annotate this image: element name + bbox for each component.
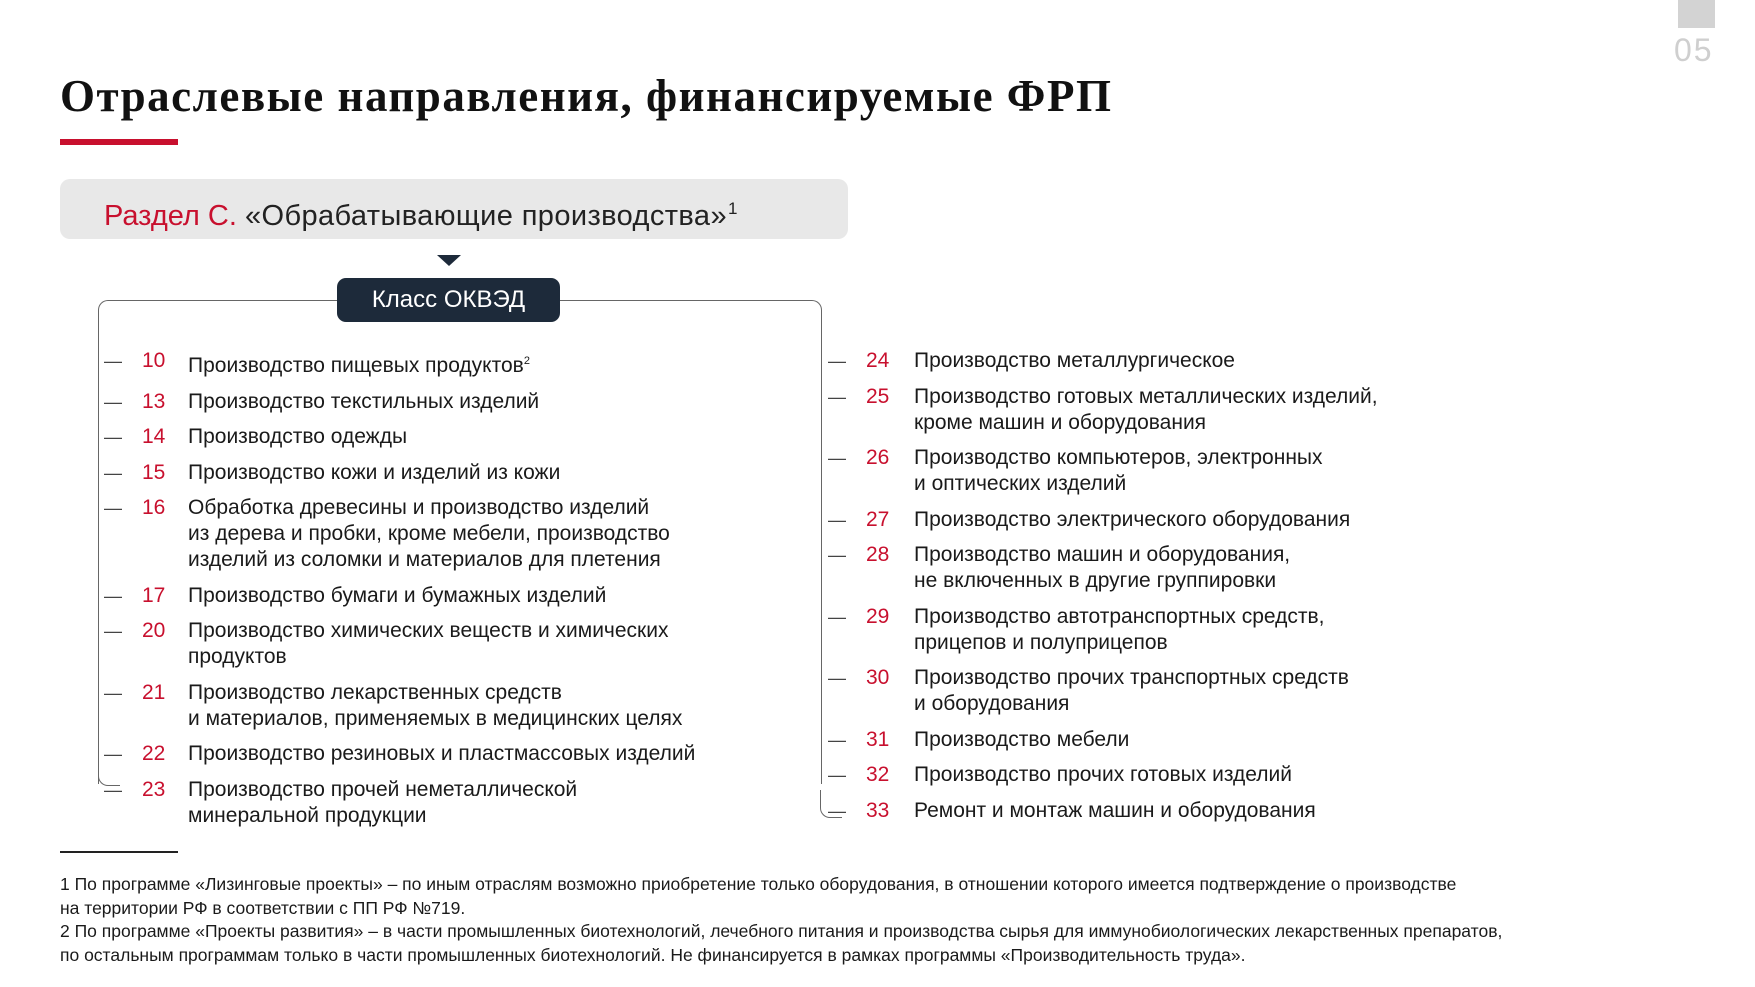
footnote-divider: [60, 851, 178, 853]
okved-list-item: [828, 727, 1568, 753]
dash-icon: —: [104, 462, 122, 483]
okved-description: [188, 348, 804, 379]
okved-description-text: Производство прочей неметаллической минеральной продукции: [188, 777, 578, 827]
okved-list-item: [828, 542, 1568, 594]
okved-code: 22: [142, 742, 166, 765]
okved-list-item: [828, 384, 1568, 436]
okved-description: [188, 777, 804, 829]
okved-code: 31: [866, 727, 890, 751]
page-title: Отраслевые направления, финансируемые ФРП: [60, 71, 1113, 121]
dash-icon: —: [104, 744, 122, 764]
okved-list-item: [104, 348, 804, 379]
okved-description: [188, 680, 804, 732]
okved-code: 24: [866, 349, 890, 372]
okved-description-text: Производство мебели: [914, 727, 1130, 751]
okved-list-item: [828, 762, 1568, 788]
okved-description-text: Производство готовых металлических изделий, кроме машин и оборудования: [914, 384, 1378, 434]
okved-description: [188, 618, 804, 670]
dash-icon: —: [828, 606, 846, 627]
okved-description-text: Производство резиновых и пластмассовых изделий: [188, 742, 696, 765]
dash-icon: —: [828, 448, 846, 468]
okved-description: [188, 460, 804, 486]
dash-icon: —: [104, 391, 122, 412]
okved-code: 32: [866, 763, 890, 786]
dash-icon: —: [828, 351, 846, 371]
arrow-down-icon: [437, 255, 461, 266]
okved-description-text: Производство кожи и изделий из кожи: [188, 460, 561, 484]
dash-icon: —: [828, 800, 846, 821]
dash-icon: —: [104, 498, 122, 518]
okved-code: 23: [142, 777, 166, 801]
section-footnote-mark: 1: [727, 199, 738, 218]
okved-description-text: Производство автотранспортных средств, прицепов и полуприцепов: [914, 604, 1325, 654]
okved-description: [914, 798, 1568, 824]
okved-list-item: [828, 507, 1568, 533]
okved-list-item: [828, 665, 1568, 717]
okved-list-item: [104, 495, 804, 573]
okved-description-text: Производство текстильных изделий: [188, 389, 540, 413]
okved-code: 30: [866, 666, 890, 689]
okved-description-text: Производство прочих готовых изделий: [914, 763, 1292, 786]
okved-class-label: Класс ОКВЭД: [337, 278, 560, 322]
okved-list-item: [828, 445, 1568, 497]
okved-description-text: Обработка древесины и производство изделий из дерева и пробки, кроме мебели, производство изделий из соломки и материалов для плетения: [188, 496, 670, 571]
dash-icon: —: [828, 509, 846, 530]
okved-code: 20: [142, 619, 166, 642]
okved-description: [914, 507, 1568, 533]
okved-code: 17: [142, 583, 166, 607]
okved-description: [914, 604, 1568, 656]
okved-list-item: [104, 460, 804, 486]
okved-description: [188, 583, 804, 609]
okved-code: 25: [866, 384, 890, 408]
dash-icon: —: [104, 585, 122, 606]
okved-description-text: Производство пищевых продуктов: [188, 354, 524, 377]
page-number: 05: [1674, 32, 1714, 68]
okved-list-left: [104, 348, 804, 838]
footnotes: [60, 873, 1720, 967]
okved-description: [188, 495, 804, 573]
okved-description-text: Производство электрического оборудования: [914, 507, 1351, 531]
okved-code: 15: [142, 460, 166, 484]
okved-list-item: [104, 389, 804, 415]
dash-icon: —: [104, 779, 122, 800]
okved-list-item: [828, 604, 1568, 656]
okved-description: [914, 348, 1568, 374]
okved-description: [188, 389, 804, 415]
dash-icon: —: [104, 351, 122, 371]
okved-code: 29: [866, 604, 890, 628]
okved-description-text: Производство металлургическое: [914, 349, 1235, 372]
okved-code: 13: [142, 389, 166, 413]
okved-list-item: [104, 618, 804, 670]
okved-description-text: Производство прочих транспортных средств и оборудования: [914, 666, 1349, 715]
dash-icon: —: [104, 427, 122, 447]
okved-description: [914, 542, 1568, 594]
okved-list-item: [104, 777, 804, 829]
okved-description-text: Ремонт и монтаж машин и оборудования: [914, 798, 1316, 822]
okved-description: [914, 384, 1568, 436]
dash-icon: —: [828, 545, 846, 565]
section-header: [60, 179, 848, 239]
okved-list-item: [104, 424, 804, 450]
okved-footnote-mark: 2: [523, 355, 530, 367]
okved-code: 10: [142, 349, 166, 372]
dash-icon: —: [104, 621, 122, 641]
okved-description-text: Производство бумаги и бумажных изделий: [188, 583, 607, 607]
okved-description: [914, 727, 1568, 753]
okved-description-text: Производство машин и оборудования, не включенных в другие группировки: [914, 543, 1291, 592]
okved-list-item: [104, 680, 804, 732]
okved-code: 14: [142, 425, 166, 448]
okved-list-item: [104, 741, 804, 767]
page-corner-tab: [1678, 0, 1715, 28]
dash-icon: —: [828, 668, 846, 688]
dash-icon: —: [828, 765, 846, 785]
dash-icon: —: [828, 386, 846, 407]
okved-list-item: [828, 798, 1568, 824]
okved-description-text: Производство химических веществ и химических продуктов: [188, 619, 669, 668]
okved-description-text: Производство компьютеров, электронных и оптических изделий: [914, 446, 1323, 495]
okved-description: [914, 445, 1568, 497]
okved-code: 28: [866, 543, 890, 566]
footnote-item: 1 По программе «Лизинговые проекты» – по иным отраслям возможно приобретение только оборудования, в отношении которого имеется подтверждение о производстве на территории РФ в соответствии с ПП РФ №719.: [60, 874, 1457, 918]
okved-description: [188, 424, 804, 450]
okved-code: 27: [866, 507, 890, 531]
okved-code: 21: [142, 680, 166, 704]
okved-code: 26: [866, 446, 890, 469]
okved-description: [914, 665, 1568, 717]
okved-list-right: [828, 348, 1568, 833]
okved-description: [914, 762, 1568, 788]
section-prefix: Раздел С.: [104, 200, 237, 232]
okved-description: [188, 741, 804, 767]
title-underline: [60, 139, 178, 145]
dash-icon: —: [104, 682, 122, 703]
okved-description-text: Производство одежды: [188, 425, 408, 448]
okved-list-item: [828, 348, 1568, 374]
section-name: «Обрабатывающие производства»: [244, 200, 727, 232]
dash-icon: —: [828, 729, 846, 750]
footnote-item: 2 По программе «Проекты развития» – в части промышленных биотехнологий, лечебного питания и производства сырья для иммунобиологических лекарственных препаратов, по остальным программам только в части промышленных биотехнологий. Не финансируется в рамках программы «Производительность труда».: [60, 921, 1503, 965]
okved-list-item: [104, 583, 804, 609]
okved-description-text: Производство лекарственных средств и материалов, применяемых в медицинских целях: [188, 680, 683, 730]
okved-code: 16: [142, 496, 166, 519]
okved-code: 33: [866, 798, 890, 822]
